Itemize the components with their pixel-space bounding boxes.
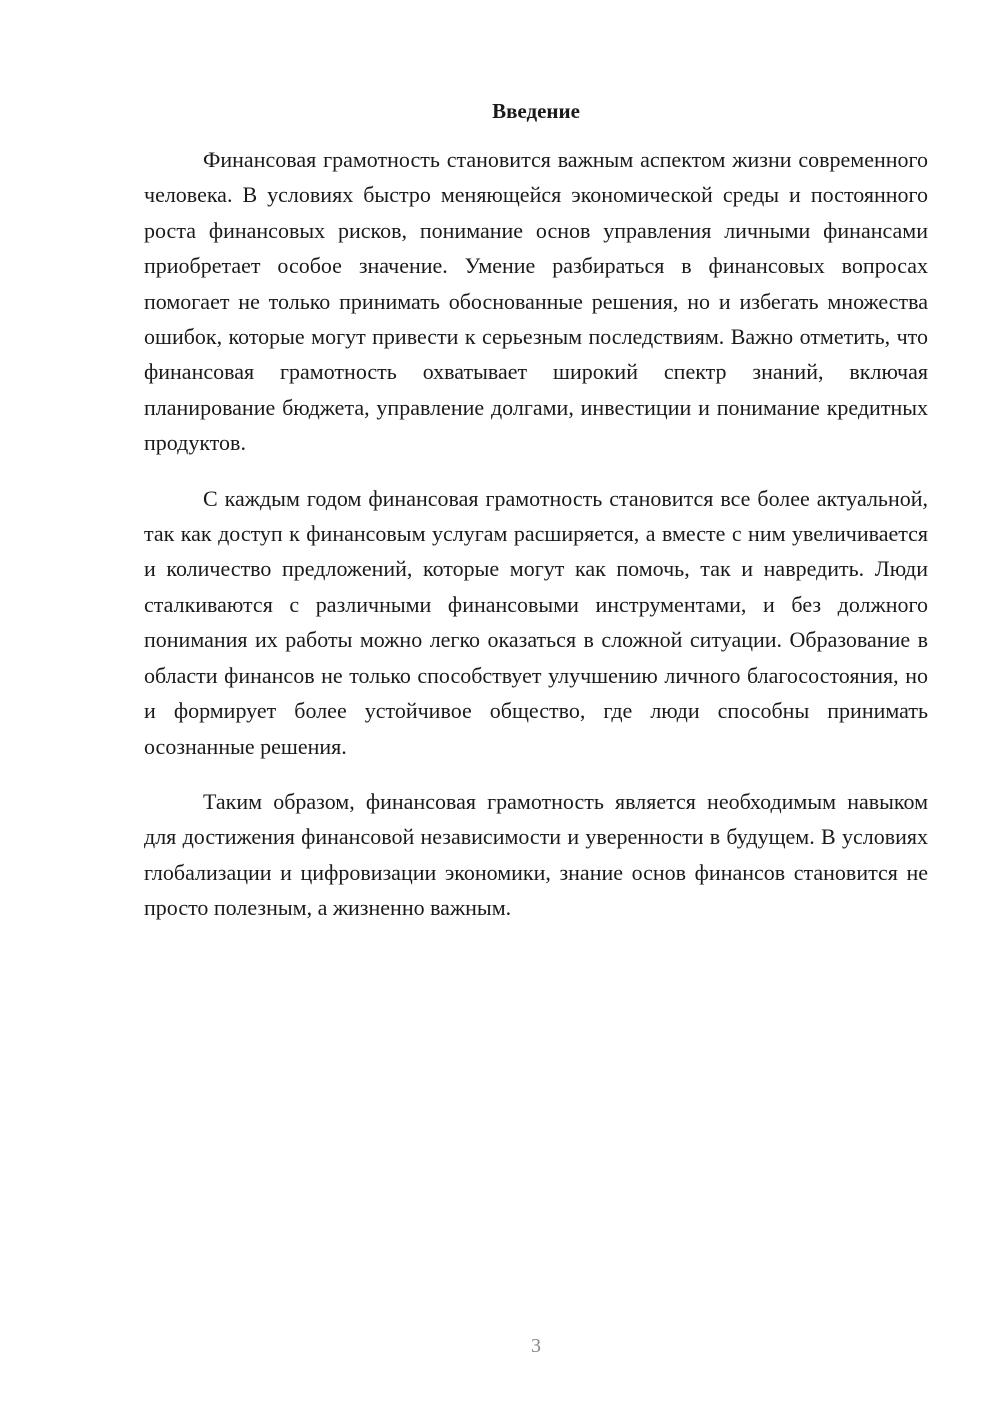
paragraph-3: Таким образом, финансовая грамотность является необходимым навыком для достижения финансовой независимости и уверенности в будущем. В условиях глобализации и цифровизации экономики, знание основ финансов становится не просто полезным, а жизненно важным. — [144, 788, 928, 921]
paragraph-1: Финансовая грамотность становится важным аспектом жизни современного человека. В условиях быстро меняющейся экономической среды и постоянного роста финансовых рисков, понимание основ управления личными финансами приобретает особое значение. Умение разбираться в финансовых вопросах помогает не только принимать обоснованные решения, но и избегать множества ошибок, которые могут привести к серьезным последствиям. Важно отметить, что финансовая грамотность охватывает широкий спектр знаний, включая планирование бюджета, управление долгами, инвестиции и понимание кредитных продуктов. — [144, 147, 928, 456]
section-title: Введение — [492, 99, 580, 123]
document-body — [144, 142, 928, 926]
paragraph-2: С каждым годом финансовая грамотность становится все более актуальной, так как доступ к финансовым услугам расширяется, а вместе с ним увеличивается и количество предложений, которые могут как помочь, так и навредить. Люди сталкиваются с различными финансовыми инструментами, и без должного понимания их работы можно легко оказаться в сложной ситуации. Образование в области финансов не только способствует улучшению личного благосостояния, но и формирует более устойчивое общество, где люди способны принимать осознанные решения. — [144, 485, 928, 759]
page-number: 3 — [531, 1335, 541, 1357]
